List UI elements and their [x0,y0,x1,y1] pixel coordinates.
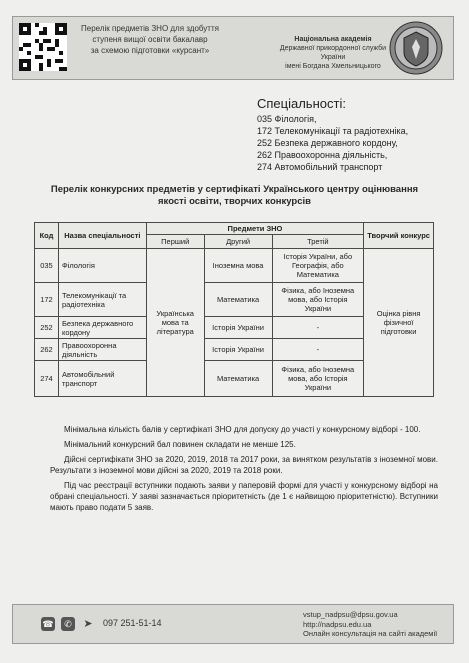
specialty-item: 262 Правоохоронна діяльність, [257,150,388,160]
note-paragraph: Мінімальний конкурсний бал повинен складати не менше 125. [64,440,296,449]
note-paragraph: Мінімальна кількість балів у сертифікаті ЗНО для допуску до участі у конкурсному відборі - 100. [64,425,421,434]
specialty-item: 172 Телекомунікації та радіотехніка, [257,126,409,136]
qr-code-icon [19,23,67,71]
table-row: 274 Автомобільний транспорт Математика Фізика, або Іноземна мова, або Історія України [35,361,434,397]
table-row: 252 Безпека державного кордону Історія України - [35,317,434,339]
academy-name: Національна академія Державної прикордонної служби України імені Богдана Хмельницького [279,36,387,70]
header-banner [12,16,454,80]
contacts-block [303,610,448,639]
whatsapp-icon[interactable]: ✆ [61,617,75,631]
viber-icon[interactable]: ☎ [42,619,54,629]
specialties-title: Спеціальності: [257,96,346,111]
table-row: 172 Телекомунікації та радіотехніка Математика Фізика, або Іноземна мова, або Історія України [35,283,434,317]
subjects-table [34,222,434,397]
note-paragraph: Під час реєстрації вступники подають заяви у паперовій формі для участі у конкурсному відборі на обрані спеціальності. У заяві зазначається пріоритетність (де 1 є найвищою пріоритетністю). Вступники мають право подати 5 заяв. [50,481,438,512]
email-link[interactable]: vstup_nadpsu@dpsu.gov.ua [303,610,398,619]
header-zno: Предмети ЗНО [146,223,363,235]
table-heading: Перелік конкурсних предметів у сертифікаті Українського центру оцінювання якості освіти, творчих конкурсів [50,184,419,207]
consult-text: Онлайн консультація на сайті академії [303,629,438,638]
table-row: 262 Правоохоронна діяльність Історія України - [35,339,434,361]
header-creative: Творчий конкурс [364,223,434,249]
telegram-icon[interactable]: ➤ [83,618,93,630]
header-third: Третій [272,235,364,249]
header-name: Назва спеціальності [58,223,146,249]
creative-merged: Оцінка рівня фізичної підготовки [364,249,434,397]
table-row: 035 Філологія Українська мова та література Іноземна мова Історія України, або Географія, або Математика Оцінка рівня фізичної підготовки [35,249,434,283]
specialty-item: 252 Безпека державного кордону, [257,138,398,148]
site-link[interactable]: http://nadpsu.edu.ua [303,619,372,629]
specialties-block [257,96,457,173]
banner-title: Перелік предметів ЗНО для здобуття ступеня вищої освіти бакалавр за схемою підготовки «курсант» [81,24,219,55]
first-subject-merged: Українська мова та література [146,249,204,397]
specialty-item: 274 Автомобільний транспорт [257,162,383,172]
header-first: Перший [146,235,204,249]
notes-block [50,424,438,517]
header-code: Код [35,223,59,249]
footer-banner [12,604,454,644]
specialty-item: 035 Філологія, [257,114,317,124]
academy-emblem-icon [389,21,443,75]
phone-number[interactable]: 097 251-51-14 [103,618,162,628]
note-paragraph: Дійсні сертифікати ЗНО за 2020, 2019, 2018 та 2017 роки, за винятком результатів з іноземної мови. Результати з іноземної мови дійсні за 2020, 2019 та 2018 роки. [50,455,438,475]
header-second: Другий [204,235,272,249]
